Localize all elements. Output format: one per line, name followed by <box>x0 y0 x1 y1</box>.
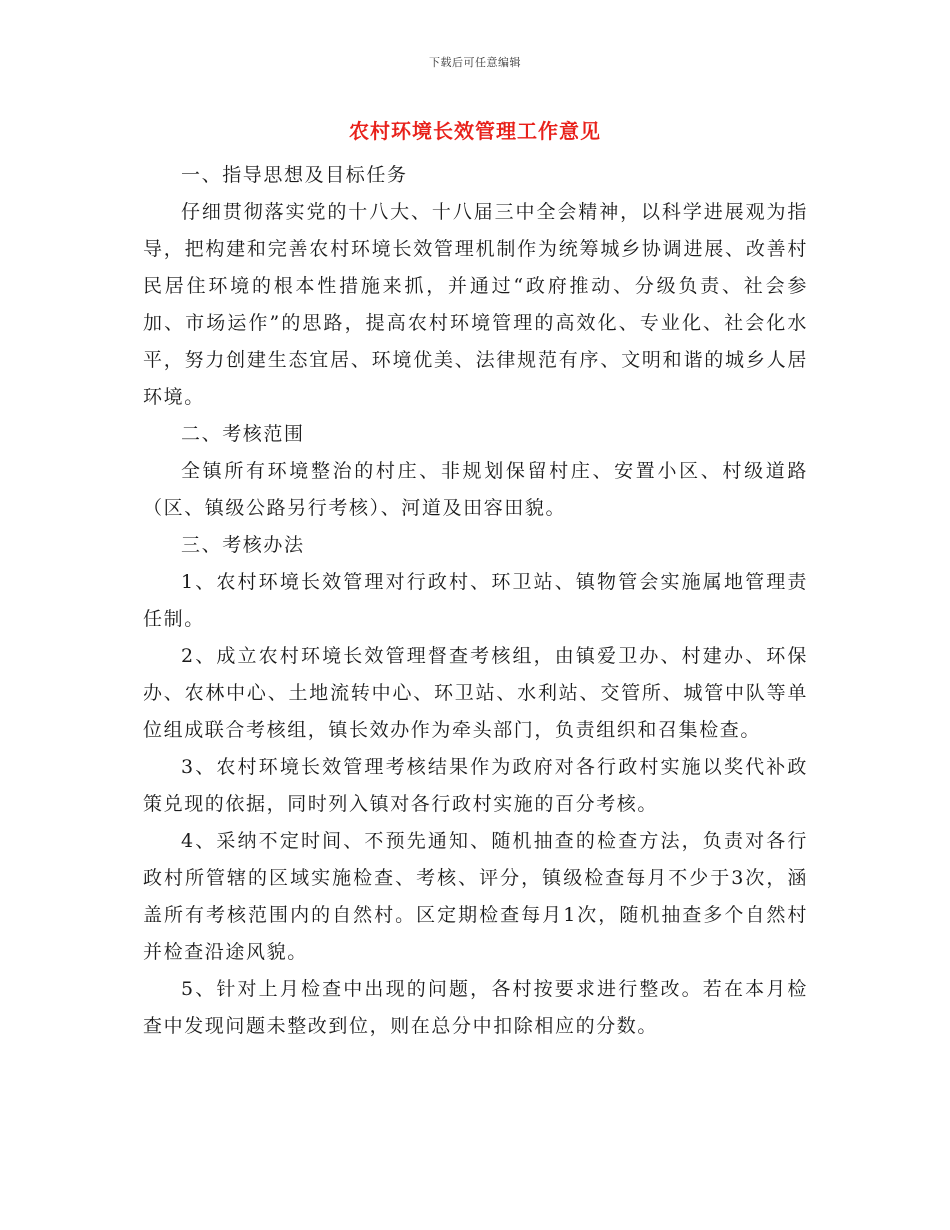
document-body <box>143 157 808 1045</box>
section-heading-1: 一、指导思想及目标任务 <box>181 164 408 186</box>
section-3-item-3: 3、农村环境长效管理考核结果作为政府对各行政村实施以奖代补政策兑现的依据，同时列入镇对各行政村实施的百分考核。 <box>143 756 808 815</box>
section-heading-2: 二、考核范围 <box>181 423 305 445</box>
section-3-item-5: 5、针对上月检查中出现的问题，各村按要求进行整改。若在本月检查中发现问题未整改到位，则在总分中扣除相应的分数。 <box>143 978 808 1037</box>
section-3-item-4: 4、采纳不定时间、不预先通知、随机抽查的检查方法，负责对各行政村所管辖的区域实施检查、考核、评分，镇级检查每月不少于3次，涵盖所有考核范围内的自然村。区定期检查每月1次，随机抽查多个自然村并检查沿途风貌。 <box>143 830 808 963</box>
document-title: 农村环境长效管理工作意见 <box>349 119 601 143</box>
section-heading-3: 三、考核办法 <box>181 534 305 556</box>
section-2-paragraph-1: 全镇所有环境整治的村庄、非规划保留村庄、安置小区、村级道路（区、镇级公路另行考核）、河道及田容田貌。 <box>143 460 808 519</box>
section-1-paragraph-1: 仔细贯彻落实党的十八大、十八届三中全会精神，以科学进展观为指导，把构建和完善农村环境长效管理机制作为统筹城乡协调进展、改善村民居住环境的根本性措施来抓，并通过“政府推动、分级负责、社会参加、市场运作”的思路，提高农村环境管理的高效化、专业化、社会化水平，努力创建生态宜居、环境优美、法律规范有序、文明和谐的城乡人居环境。 <box>143 201 808 408</box>
section-3-item-2: 2、成立农村环境长效管理督查考核组，由镇爱卫办、村建办、环保办、农林中心、土地流转中心、环卫站、水利站、交管所、城管中队等单位组成联合考核组，镇长效办作为牵头部门，负责组织和召集检查。 <box>143 645 808 741</box>
section-3-item-1: 1、农村环境长效管理对行政村、环卫站、镇物管会实施属地管理责任制。 <box>143 571 808 630</box>
header-note: 下载后可任意编辑 <box>429 56 521 69</box>
